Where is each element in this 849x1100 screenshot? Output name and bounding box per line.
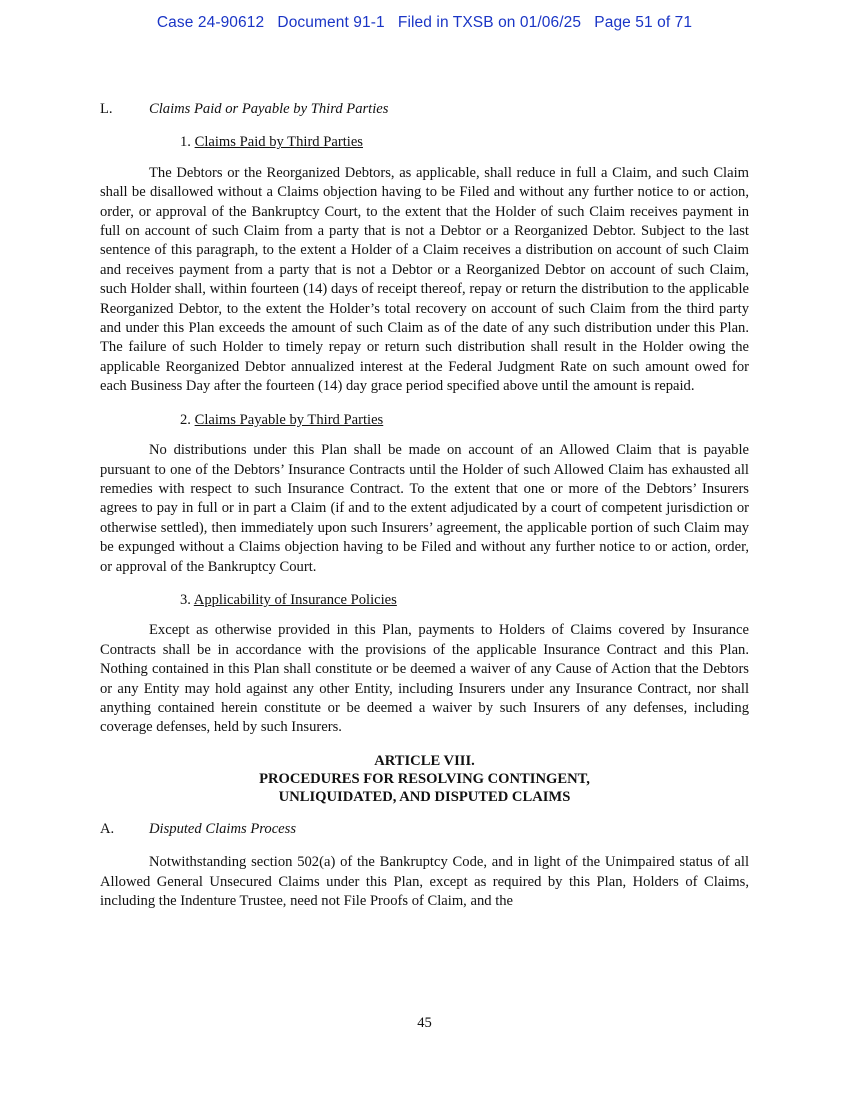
section-l-title: Claims Paid or Payable by Third Parties: [149, 101, 389, 117]
subsection-1-title: Claims Paid by Third Parties: [194, 134, 363, 151]
article-title-line-1: PROCEDURES FOR RESOLVING CONTINGENT,: [259, 770, 590, 787]
section-a-letter: A.: [100, 820, 115, 837]
subsection-3-title: Applicability of Insurance Policies: [193, 591, 397, 608]
section-a-title: Disputed Claims Process: [149, 820, 297, 837]
subsection-2-paragraph: No distributions under this Plan shall be made on account of an Allowed Claim that is payable pursuant to one of the Debtors’ Insurance Contracts until the Holder of such Allowed Claim has exhausted all remedies with respect to such Insurance Contract. To the extent that one or more of the Debtors’ Insurers agrees to pay in full or in part a Claim (if and to the extent adjudicated by a court of competent jurisdiction or otherwise settled), then immediately upon such Insurers’ agreement, the applicable portion of such Claim may be expunged without a Claims objection having to be Filed and without any further notice to or action, order, or approval of the Bankruptcy Court.: [100, 442, 749, 575]
subsection-3-number: 3.: [180, 591, 191, 608]
subsection-2-number: 2.: [180, 411, 191, 428]
section-a-heading: [100, 820, 749, 839]
subsection-3-heading: [100, 591, 749, 610]
subsection-3-paragraph: Except as otherwise provided in this Plan, payments to Holders of Claims covered by Insurance Contracts shall be in accordance with the provisions of the applicable Insurance Contract and this Plan. Nothing contained in this Plan shall constitute or be deemed a waiver of any Cause of Action that the Debtors or any Entity may hold against any other Entity, including Insurers under any Insurance Contract, nor shall anything contained herein constitute or be deemed a waiver by such Insurers of any defenses, including coverage defenses, held by such Insurers.: [100, 622, 749, 736]
subsection-1-paragraph: The Debtors or the Reorganized Debtors, as applicable, shall reduce in full a Claim, and such Claim shall be disallowed without a Claims objection having to be Filed and without any further notice to or action, order, or approval of the Bankruptcy Court, to the extent that the Holder of such Claim receives payment in full on account of such Claim from a party that is not a Debtor or a Reorganized Debtor. Subject to the last sentence of this paragraph, to the extent a Holder of a Claim receives a distribution on account of such Claim and receives payment from a party that is not a Debtor or a Reorganized Debtor on account of such Claim, such Holder shall, within fourteen (14) days of receipt thereof, repay or return the distribution to the applicable Reorganized Debtor, to the extent the Holder’s total recovery on account of such Claim from the third party and under this Plan exceeds the amount of such Claim as of the date of any such distribution under this Plan. The failure of such Holder to timely repay or return such distribution shall result in the Holder owing the applicable Reorganized Debtor annualized interest at the Federal Judgment Rate on such amount owed for each Business Day after the fourteen (14) day grace period specified above until the amount is repaid.: [100, 164, 749, 395]
subsection-1-heading: [100, 133, 749, 152]
subsection-1-number: 1.: [180, 134, 191, 151]
section-l-heading: [100, 100, 749, 119]
article-title-line-2: UNLIQUIDATED, AND DISPUTED CLAIMS: [278, 788, 571, 805]
document-body: [100, 100, 749, 925]
filing-header: Case 24-90612 Document 91-1 Filed in TXSB on 01/06/25 Page 51 of 71: [156, 14, 693, 31]
page-number: 45: [417, 1015, 432, 1031]
subsection-2-title: Claims Payable by Third Parties: [194, 411, 384, 428]
article-heading: [100, 752, 749, 806]
article-number: ARTICLE VIII.: [374, 752, 475, 769]
section-l-letter: L.: [100, 101, 113, 117]
subsection-2-heading: [100, 411, 749, 430]
section-a-paragraph: Notwithstanding section 502(a) of the Bankruptcy Code, and in light of the Unimpaired status of all Allowed General Unsecured Claims under this Plan, except as required by this Plan, Holders of Claims, including the Indenture Trustee, need not File Proofs of Claim, and the: [100, 854, 749, 909]
